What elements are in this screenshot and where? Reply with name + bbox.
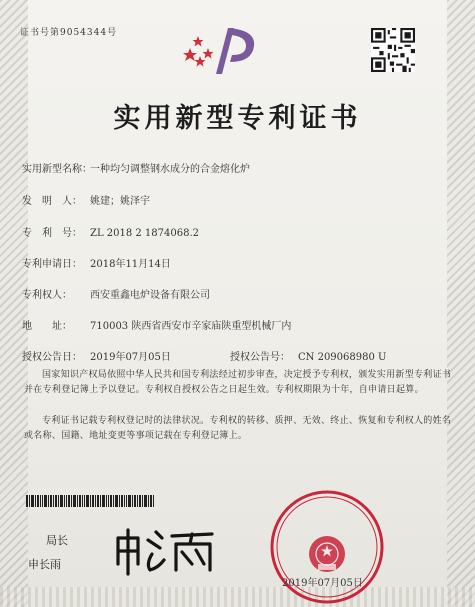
field-value: 2018年11月14日 (90, 259, 171, 270)
field-inventor (22, 192, 150, 207)
signatory-title: 局长 (46, 534, 68, 547)
field-application-date (22, 255, 171, 270)
cnipa-logo-icon (182, 22, 262, 78)
handwritten-signature (112, 520, 222, 580)
decorative-border-right (447, 0, 475, 607)
certificate-title: 实用新型专利证书 (113, 103, 362, 134)
field-utility-model-name (22, 160, 250, 175)
decorative-border-bottom (0, 587, 475, 607)
field-label: 授权公告日： (22, 352, 82, 363)
field-patentee (22, 286, 210, 301)
field-label: 发 明 人： (22, 196, 82, 207)
field-value: ZL 2018 2 1874068.2 (90, 228, 200, 239)
certificate-number: 证书号第9054344号 (20, 28, 118, 38)
field-value: 西安重鑫电炉设备有限公司 (90, 290, 210, 301)
field-label: 专利权人： (22, 290, 72, 301)
field-label: 实用新型名称： (22, 164, 92, 175)
field-value: 2019年07月05日 (90, 352, 171, 363)
barcode-icon (26, 495, 156, 507)
field-label: 授权公告号： (230, 352, 290, 363)
field-label: 地 址： (22, 321, 72, 332)
field-value: 姚建；姚泽宇 (90, 196, 150, 207)
field-value: 710003 陕西省西安市辛家庙陕重型机械厂内 (90, 321, 292, 332)
field-grant-date (22, 348, 171, 363)
field-patent-number (22, 224, 199, 239)
field-label: 专利申请日： (22, 259, 82, 270)
field-value: CN 209068980 U (298, 352, 387, 363)
seal-date: 2019年07月05日 (282, 578, 363, 589)
grant-statement-paragraph: 国家知识产权局依照中华人民共和国专利法经过初步审查，决定授予专利权，颁发实用新型专利证书并在专利登记簿上予以登记。专利权自授权公告之日起生效。专利权期限为十年，自申请日起算。 (24, 370, 452, 395)
signatory-name: 申长雨 (28, 558, 61, 571)
field-address (22, 317, 291, 332)
qr-code-icon (371, 28, 415, 72)
decorative-border-left (0, 0, 28, 607)
legal-status-paragraph: 专利证书记载专利权登记时的法律状况。专利权的转移、质押、无效、终止、恢复和专利权人的姓名或名称、国籍、地址变更等事项记载在专利登记簿上。 (24, 416, 452, 441)
field-value: 一种均匀调整钢水成分的合金熔化炉 (90, 164, 250, 175)
field-label: 专 利 号： (22, 228, 82, 239)
field-publication-number (230, 348, 386, 363)
